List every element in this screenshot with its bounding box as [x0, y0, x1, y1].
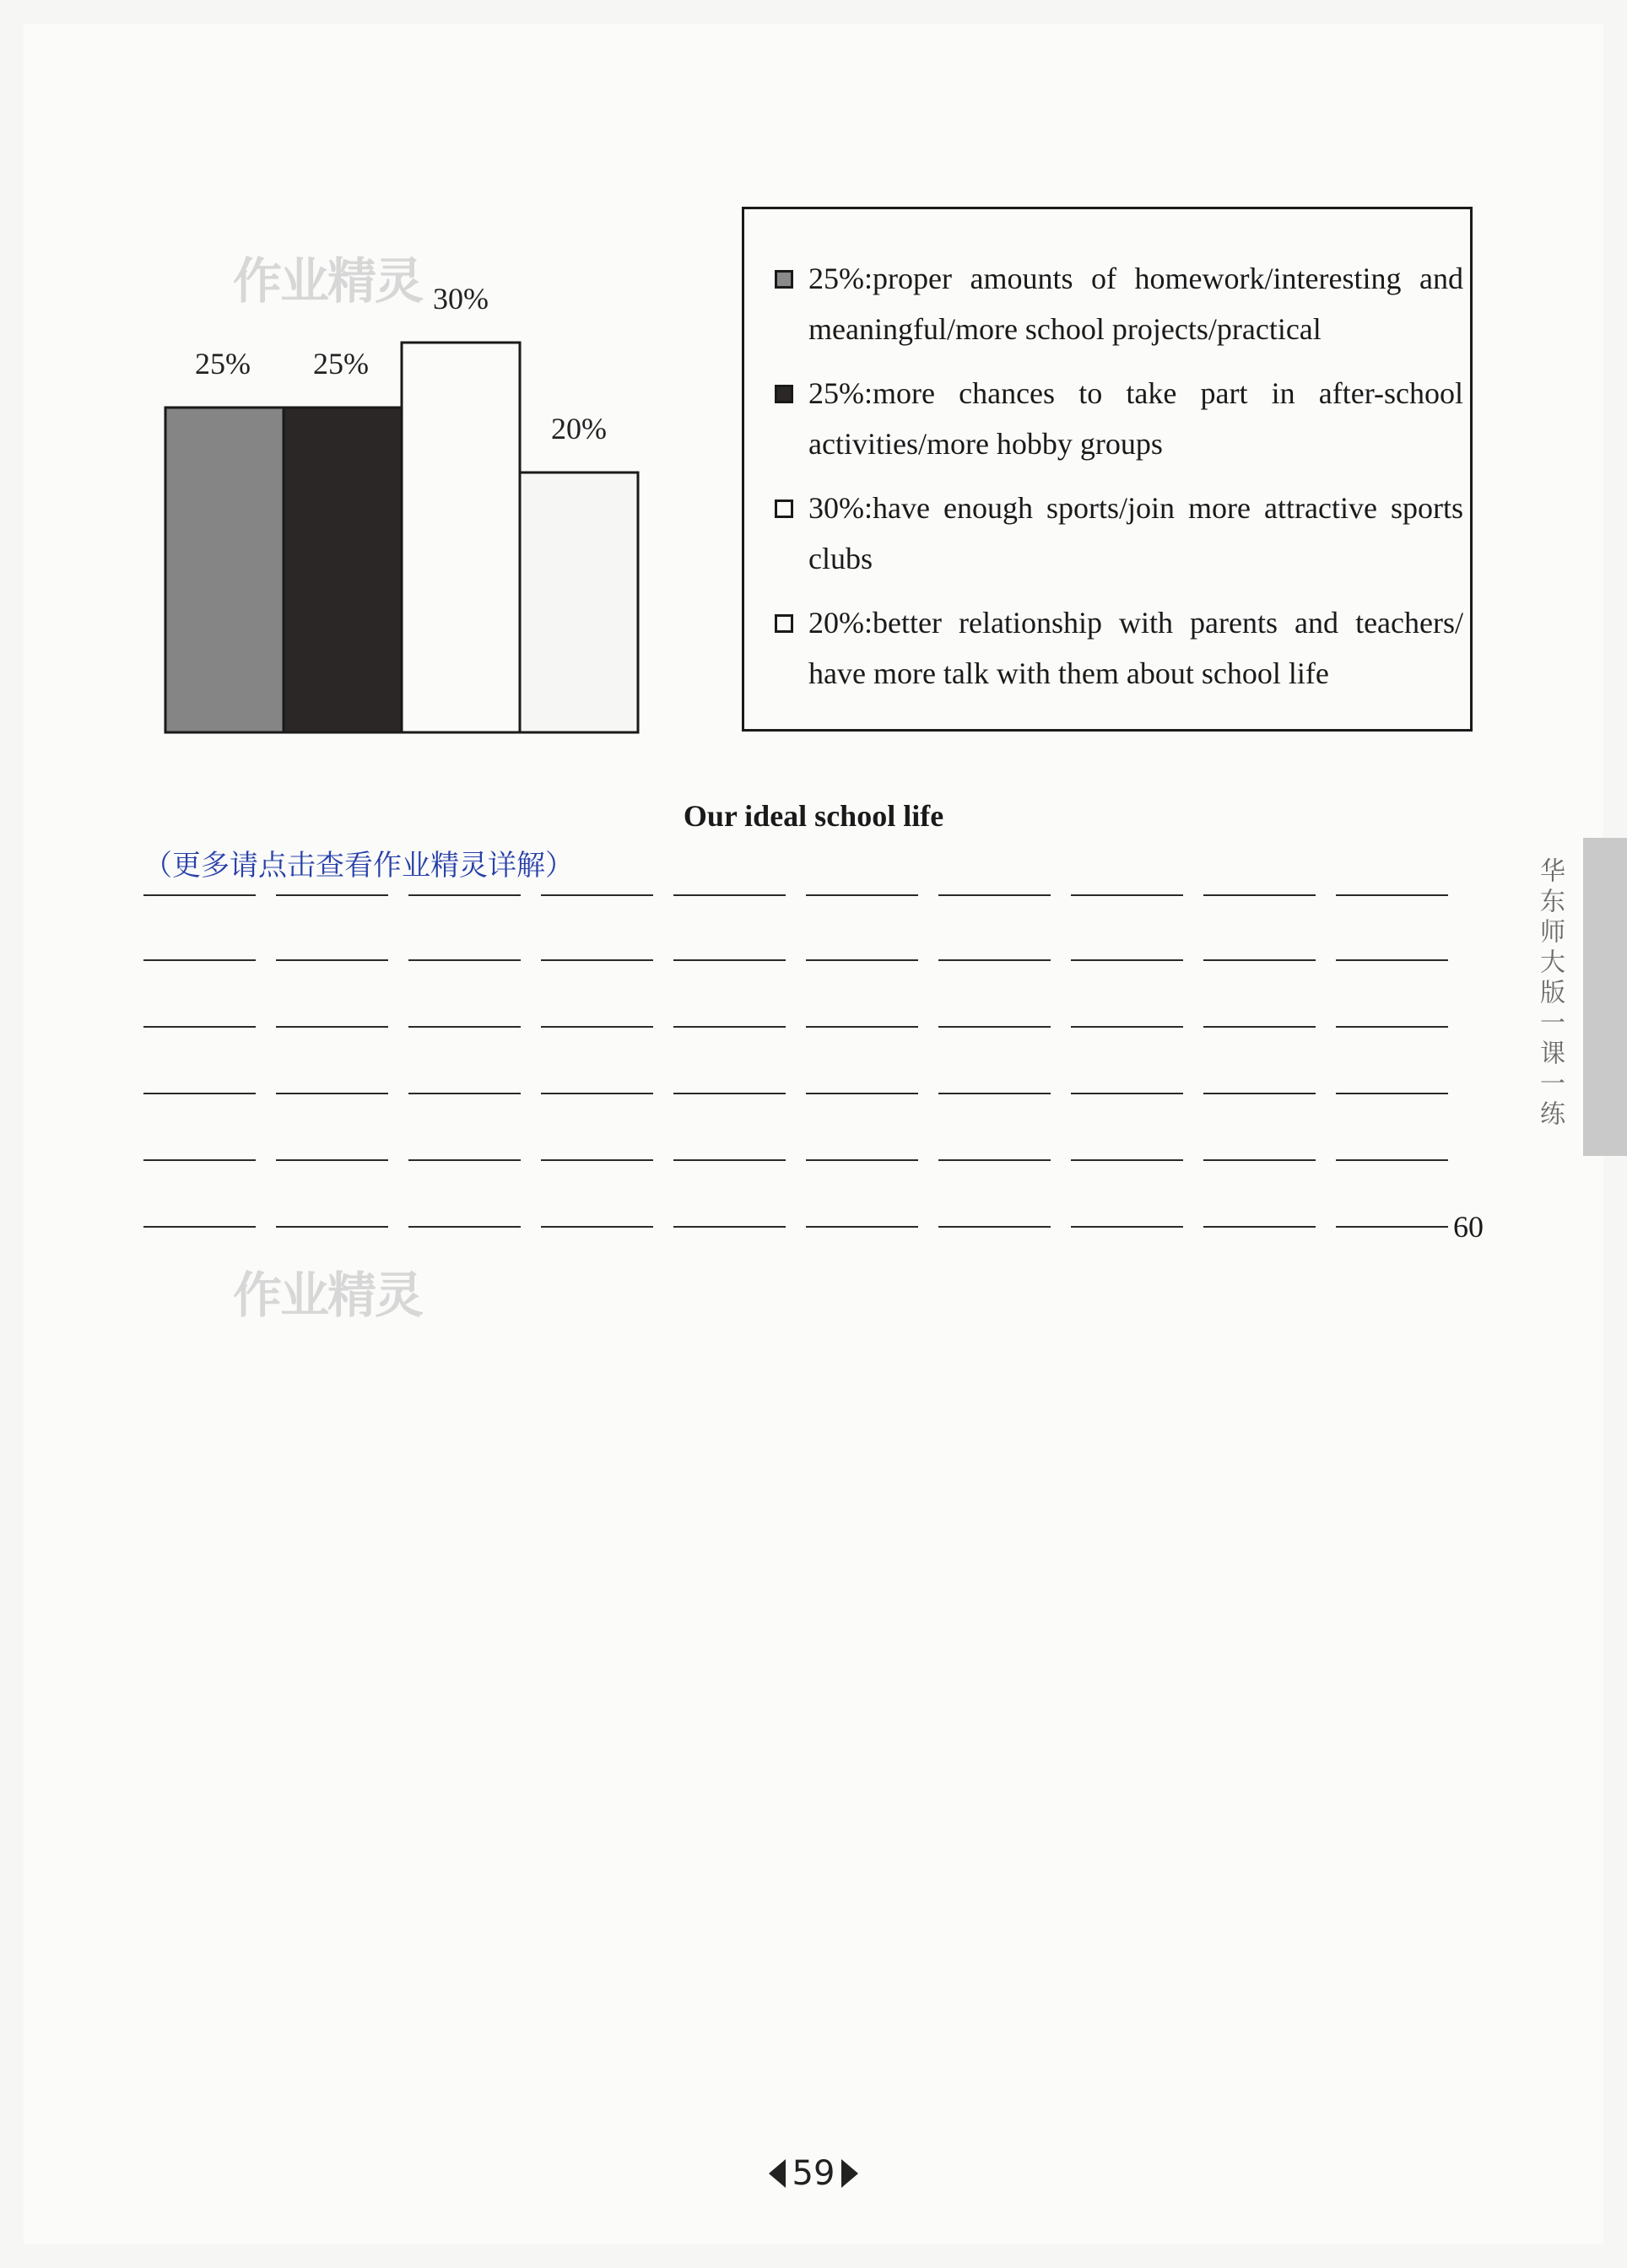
legend-swatch-2: [775, 385, 793, 403]
writing-blank[interactable]: [143, 1159, 256, 1161]
writing-blank[interactable]: [143, 1226, 256, 1228]
writing-blank[interactable]: [938, 1026, 1051, 1028]
writing-blank[interactable]: [1336, 894, 1448, 896]
writing-blank[interactable]: [1203, 1226, 1316, 1228]
writing-blank[interactable]: [1336, 959, 1448, 961]
writing-blank[interactable]: [1203, 894, 1316, 896]
writing-blank[interactable]: [541, 894, 653, 896]
essay-title: Our ideal school life: [683, 799, 944, 833]
writing-blank[interactable]: [276, 959, 388, 961]
page-number: 59: [792, 2154, 835, 2193]
writing-blank[interactable]: [1071, 1226, 1183, 1228]
workbook-page: [24, 24, 1603, 2244]
writing-blank[interactable]: [938, 1159, 1051, 1161]
detail-link[interactable]: （更多请点击查看作业精灵详解）: [143, 849, 574, 883]
writing-blank[interactable]: [806, 1026, 918, 1028]
writing-blank[interactable]: [276, 1226, 388, 1228]
legend-item-1: [775, 253, 1463, 354]
writing-blank[interactable]: [541, 1093, 653, 1094]
writing-blank[interactable]: [276, 1159, 388, 1161]
legend-swatch-1: [775, 270, 793, 289]
writing-blank[interactable]: [1336, 1026, 1448, 1028]
legend-swatch-4: [775, 614, 793, 633]
writing-blank[interactable]: [408, 894, 521, 896]
watermark-logo: 作业精灵: [233, 252, 423, 310]
bar-value-label-4: 20%: [551, 412, 607, 446]
legend-swatch-3: [775, 500, 793, 518]
writing-blank[interactable]: [1203, 959, 1316, 961]
writing-blank[interactable]: [541, 1026, 653, 1028]
writing-blank[interactable]: [408, 959, 521, 961]
writing-blank[interactable]: [1336, 1159, 1448, 1161]
writing-blank[interactable]: [673, 1026, 786, 1028]
writing-blank[interactable]: [938, 1226, 1051, 1228]
bar-2: [284, 408, 402, 732]
writing-blank[interactable]: [1203, 1093, 1316, 1094]
writing-blank[interactable]: [1336, 1226, 1448, 1228]
writing-blank[interactable]: [673, 959, 786, 961]
writing-blank[interactable]: [408, 1226, 521, 1228]
bar-value-label-3: 30%: [433, 282, 489, 316]
writing-blank[interactable]: [806, 959, 918, 961]
writing-blank[interactable]: [143, 1093, 256, 1094]
side-tab: [1583, 838, 1627, 1156]
writing-blank[interactable]: [1071, 1026, 1183, 1028]
chart-legend: [742, 207, 1473, 732]
writing-blank[interactable]: [806, 894, 918, 896]
writing-blank[interactable]: [938, 959, 1051, 961]
legend-text-2: 25%:more chances to take part in after-school activities/more hobby groups: [808, 376, 1463, 461]
writing-blank[interactable]: [408, 1093, 521, 1094]
writing-blank[interactable]: [1071, 1093, 1183, 1094]
writing-blank[interactable]: [541, 1159, 653, 1161]
writing-blank[interactable]: [673, 894, 786, 896]
writing-blank[interactable]: [541, 959, 653, 961]
writing-blank[interactable]: [938, 894, 1051, 896]
writing-blank[interactable]: [1071, 959, 1183, 961]
writing-blank[interactable]: [806, 1159, 918, 1161]
bar-3: [402, 343, 520, 732]
writing-blank[interactable]: [143, 1026, 256, 1028]
side-tab-label: 华东师大版一课一练: [1535, 857, 1565, 1131]
writing-blank[interactable]: [1203, 1159, 1316, 1161]
legend-text-4: 20%:better relationship with parents and teachers/ have more talk with them about school life: [808, 606, 1463, 690]
page-nav: [24, 2154, 1603, 2193]
writing-blank[interactable]: [408, 1026, 521, 1028]
bar-4: [520, 472, 638, 732]
prev-page-icon[interactable]: [769, 2159, 786, 2188]
legend-text-3: 30%:have enough sports/join more attractive sports clubs: [808, 491, 1463, 575]
bar-value-label-2: 25%: [313, 347, 369, 381]
writing-blank[interactable]: [1336, 1093, 1448, 1094]
writing-blank[interactable]: [143, 894, 256, 896]
legend-item-3: [775, 483, 1463, 584]
writing-blank[interactable]: [408, 1159, 521, 1161]
bar-value-label-1: 25%: [195, 347, 251, 381]
writing-blank[interactable]: [143, 959, 256, 961]
writing-blank[interactable]: [276, 1026, 388, 1028]
writing-blank[interactable]: [673, 1159, 786, 1161]
watermark-logo-2: 作业精灵: [233, 1266, 423, 1324]
writing-blank[interactable]: [1071, 1159, 1183, 1161]
legend-text-1: 25%:proper amounts of homework/interesting and meaningful/more school projects/practical: [808, 262, 1463, 346]
legend-item-4: [775, 597, 1463, 699]
word-count: 60: [1453, 1210, 1484, 1244]
writing-blank[interactable]: [806, 1093, 918, 1094]
writing-blank[interactable]: [673, 1093, 786, 1094]
writing-blank[interactable]: [1203, 1026, 1316, 1028]
writing-blank[interactable]: [938, 1093, 1051, 1094]
writing-blank[interactable]: [673, 1226, 786, 1228]
writing-blank[interactable]: [541, 1226, 653, 1228]
writing-blank[interactable]: [806, 1226, 918, 1228]
legend-item-2: [775, 368, 1463, 469]
writing-blank[interactable]: [1071, 894, 1183, 896]
writing-blank[interactable]: [276, 894, 388, 896]
next-page-icon[interactable]: [841, 2159, 858, 2188]
writing-blank[interactable]: [276, 1093, 388, 1094]
bar-1: [165, 408, 284, 732]
